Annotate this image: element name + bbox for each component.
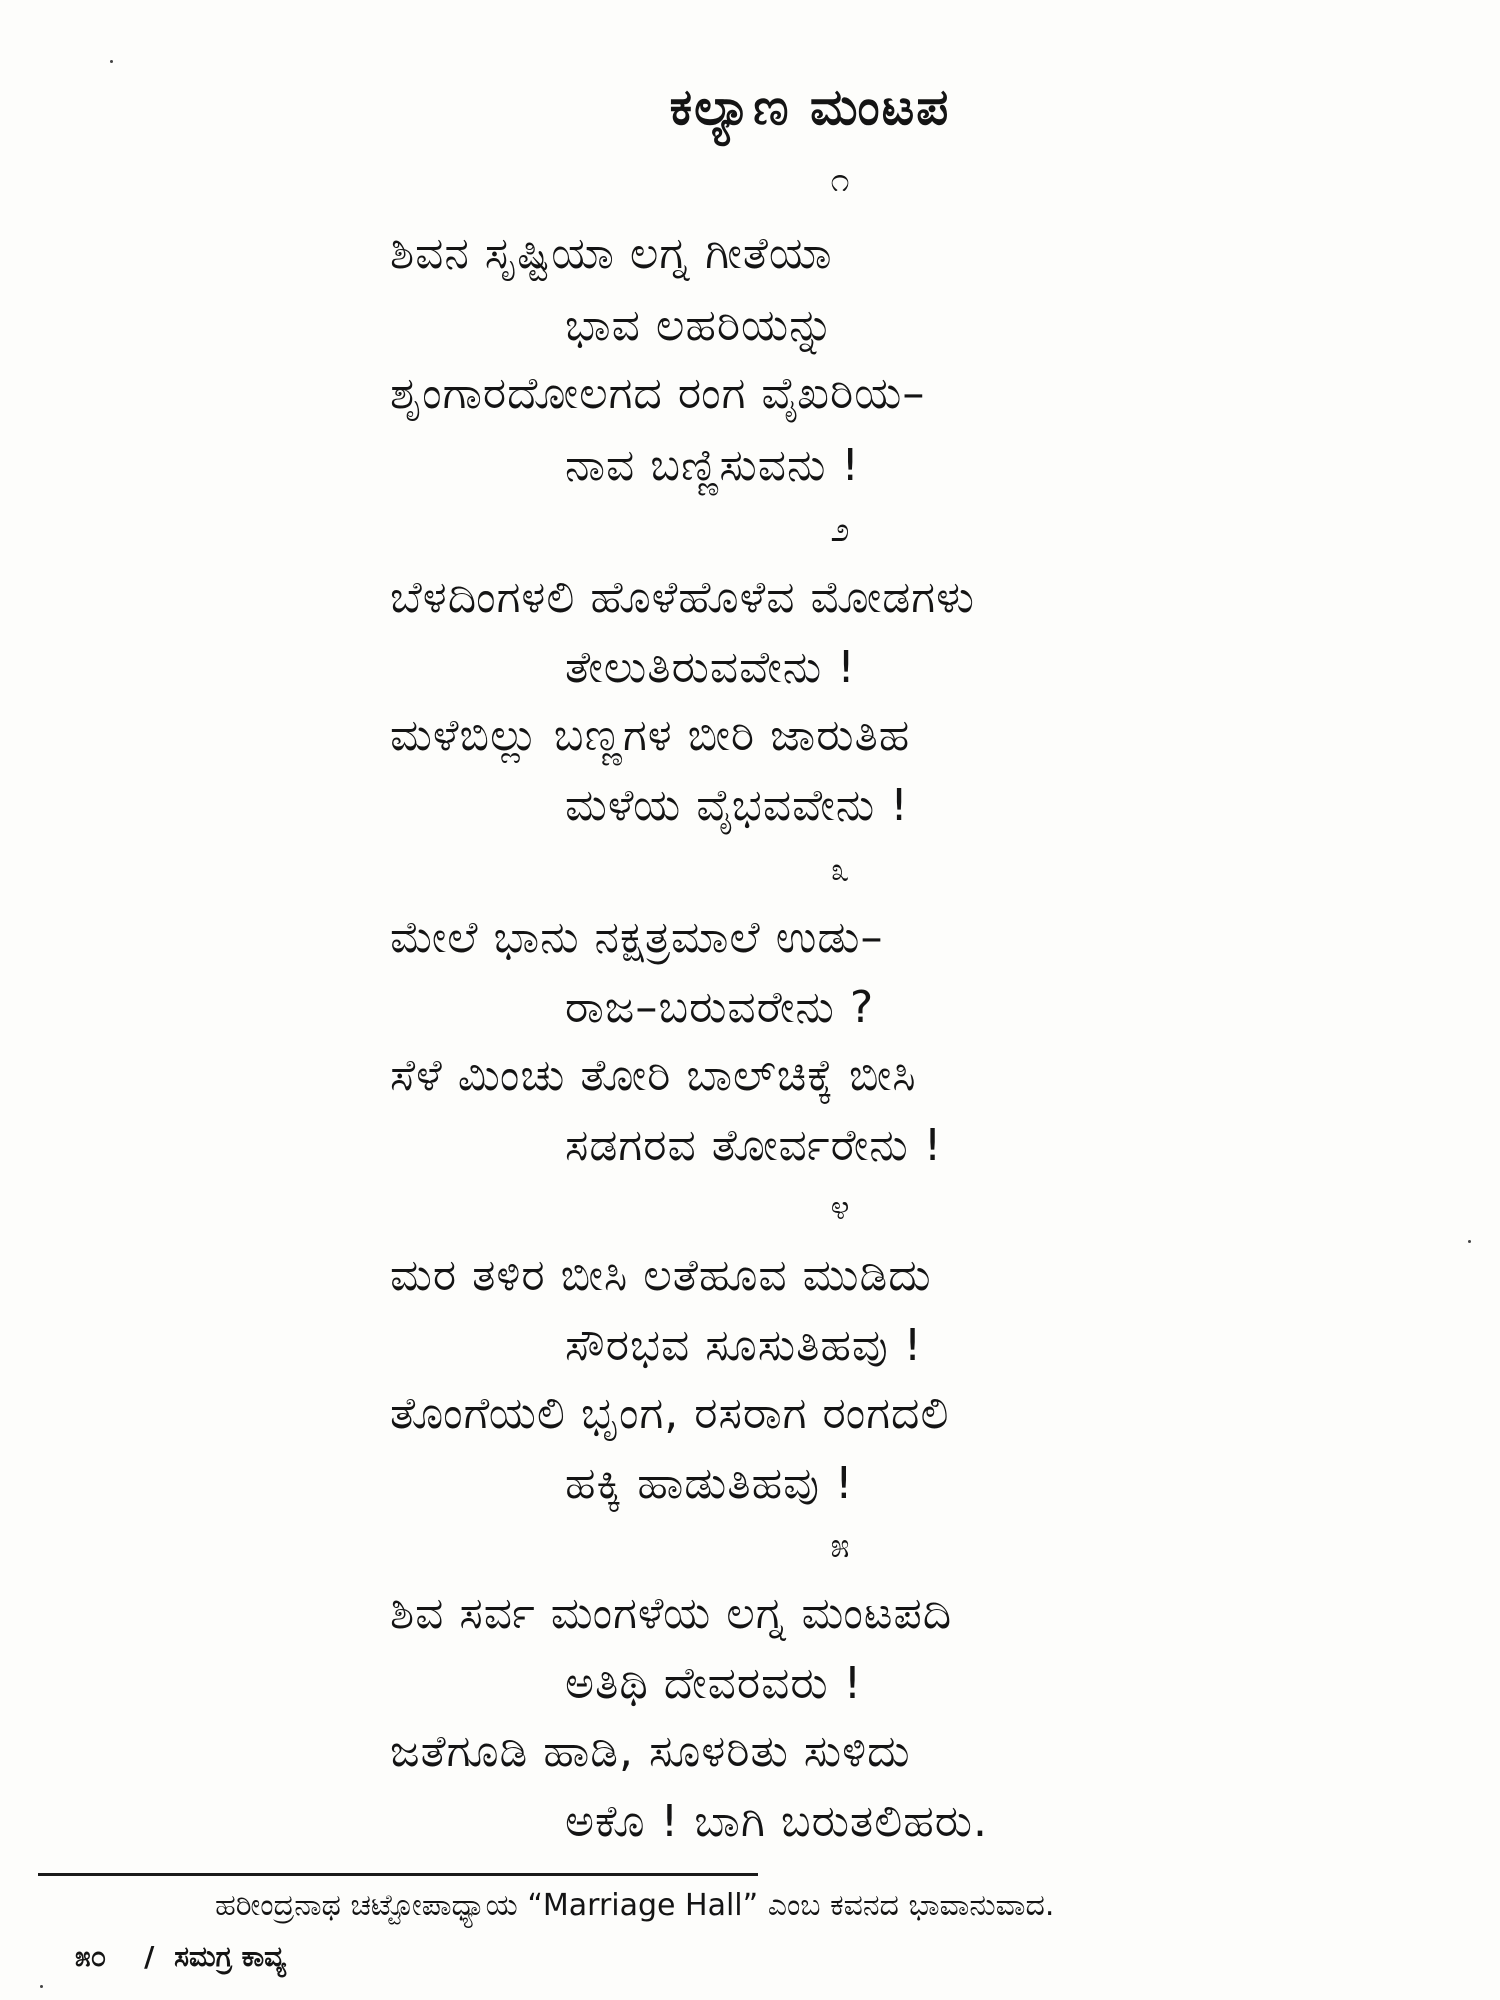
scan-speck	[110, 60, 113, 63]
page-footer	[75, 1940, 286, 1974]
page-number: ೫೦	[75, 1940, 107, 1973]
poem-line: ಸೆಳೆ ಮಿಂಚು ತೋರಿ ಬಾಲ್‌ಚಿಕ್ಕೆ ಬೀಸಿ	[390, 1050, 917, 1101]
book-title: ಸಮಗ್ರ ಕಾವ್ಯ	[174, 1940, 287, 1973]
footnote: ಹರೀಂದ್ರನಾಥ ಚಟ್ಟೋಪಾಧ್ಯಾಯ “Marriage Hall” ಎಂಬ ಕವನದ ಭಾವಾನುವಾದ.	[215, 1888, 1055, 1923]
stanza-number: ೧	[830, 160, 850, 200]
stanza-number: ೫	[830, 1526, 850, 1566]
scan-speck	[40, 1985, 43, 1988]
stanza-number: ೪	[830, 1188, 850, 1228]
stanza-number: ೩	[830, 850, 850, 890]
poem-line: ಮಳೆಯ ವೈಭವವೇನು !	[565, 780, 909, 831]
poem-line: ಅತಿಥಿ ದೇವರವರು !	[565, 1658, 863, 1709]
poem-line: ಬೆಳದಿಂಗಳಲಿ ಹೊಳೆಹೊಳೆವ ಮೋಡಗಳು	[390, 572, 975, 623]
poem-line: ಶಿವನ ಸೃಷ್ಟಿಯಾ ಲಗ್ನ ಗೀತೆಯಾ	[390, 228, 833, 279]
poem-line: ಜತೆಗೂಡಿ ಹಾಡಿ, ಸೂಳರಿತು ಸುಳಿದು	[390, 1726, 911, 1777]
poem-line: ತೊಂಗೆಯಲಿ ಭೃಂಗ, ರಸರಾಗ ರಂಗದಲಿ	[390, 1388, 950, 1439]
poem-title: ಕಲ್ಯಾಣ ಮಂಟಪ	[669, 78, 951, 136]
poem-line: ರಾಜ–ಬರುವರೇನು ?	[565, 982, 875, 1033]
poem-line: ತೇಲುತಿರುವವೇನು !	[565, 642, 856, 693]
poem-line: ಅಕೊ ! ಬಾಗಿ ಬರುತಲಿಹರು.	[565, 1796, 989, 1847]
poem-line: ಮೇಲೆ ಭಾನು ನಕ್ಷತ್ರಮಾಲೆ ಉಡು–	[390, 912, 884, 963]
poem-line: ಶೃಂಗಾರದೋಲಗದ ರಂಗ ವೈಖರಿಯ–	[390, 368, 926, 419]
poem-line: ಮಳೆಬಿಲ್ಲು ಬಣ್ಣಗಳ ಬೀರಿ ಜಾರುತಿಹ	[390, 710, 911, 761]
poem-line: ಶಿವ ಸರ್ವ ಮಂಗಳೆಯ ಲಗ್ನ ಮಂಟಪದಿ	[390, 1588, 953, 1639]
scan-speck	[1468, 1240, 1471, 1243]
poem-line: ಭಾವ ಲಹರಿಯನ್ನು	[565, 300, 835, 351]
poem-line: ಸೌರಭವ ಸೂಸುತಿಹವು !	[565, 1320, 923, 1371]
poem-line: ಹಕ್ಕಿ ಹಾಡುತಿಹವು !	[565, 1458, 854, 1509]
poem-line: ಮರ ತಳಿರ ಬೀಸಿ ಲತೆಹೂವ ಮುಡಿದು	[390, 1250, 932, 1301]
footnote-rule	[38, 1873, 758, 1876]
poem-line: ಸಡಗರವ ತೋರ್ವರೇನು !	[565, 1120, 943, 1171]
stanza-number: ೨	[830, 510, 850, 550]
poem-line: ನಾವ ಬಣ್ಣಿಸುವನು !	[565, 440, 861, 491]
footer-separator: /	[144, 1940, 155, 1973]
